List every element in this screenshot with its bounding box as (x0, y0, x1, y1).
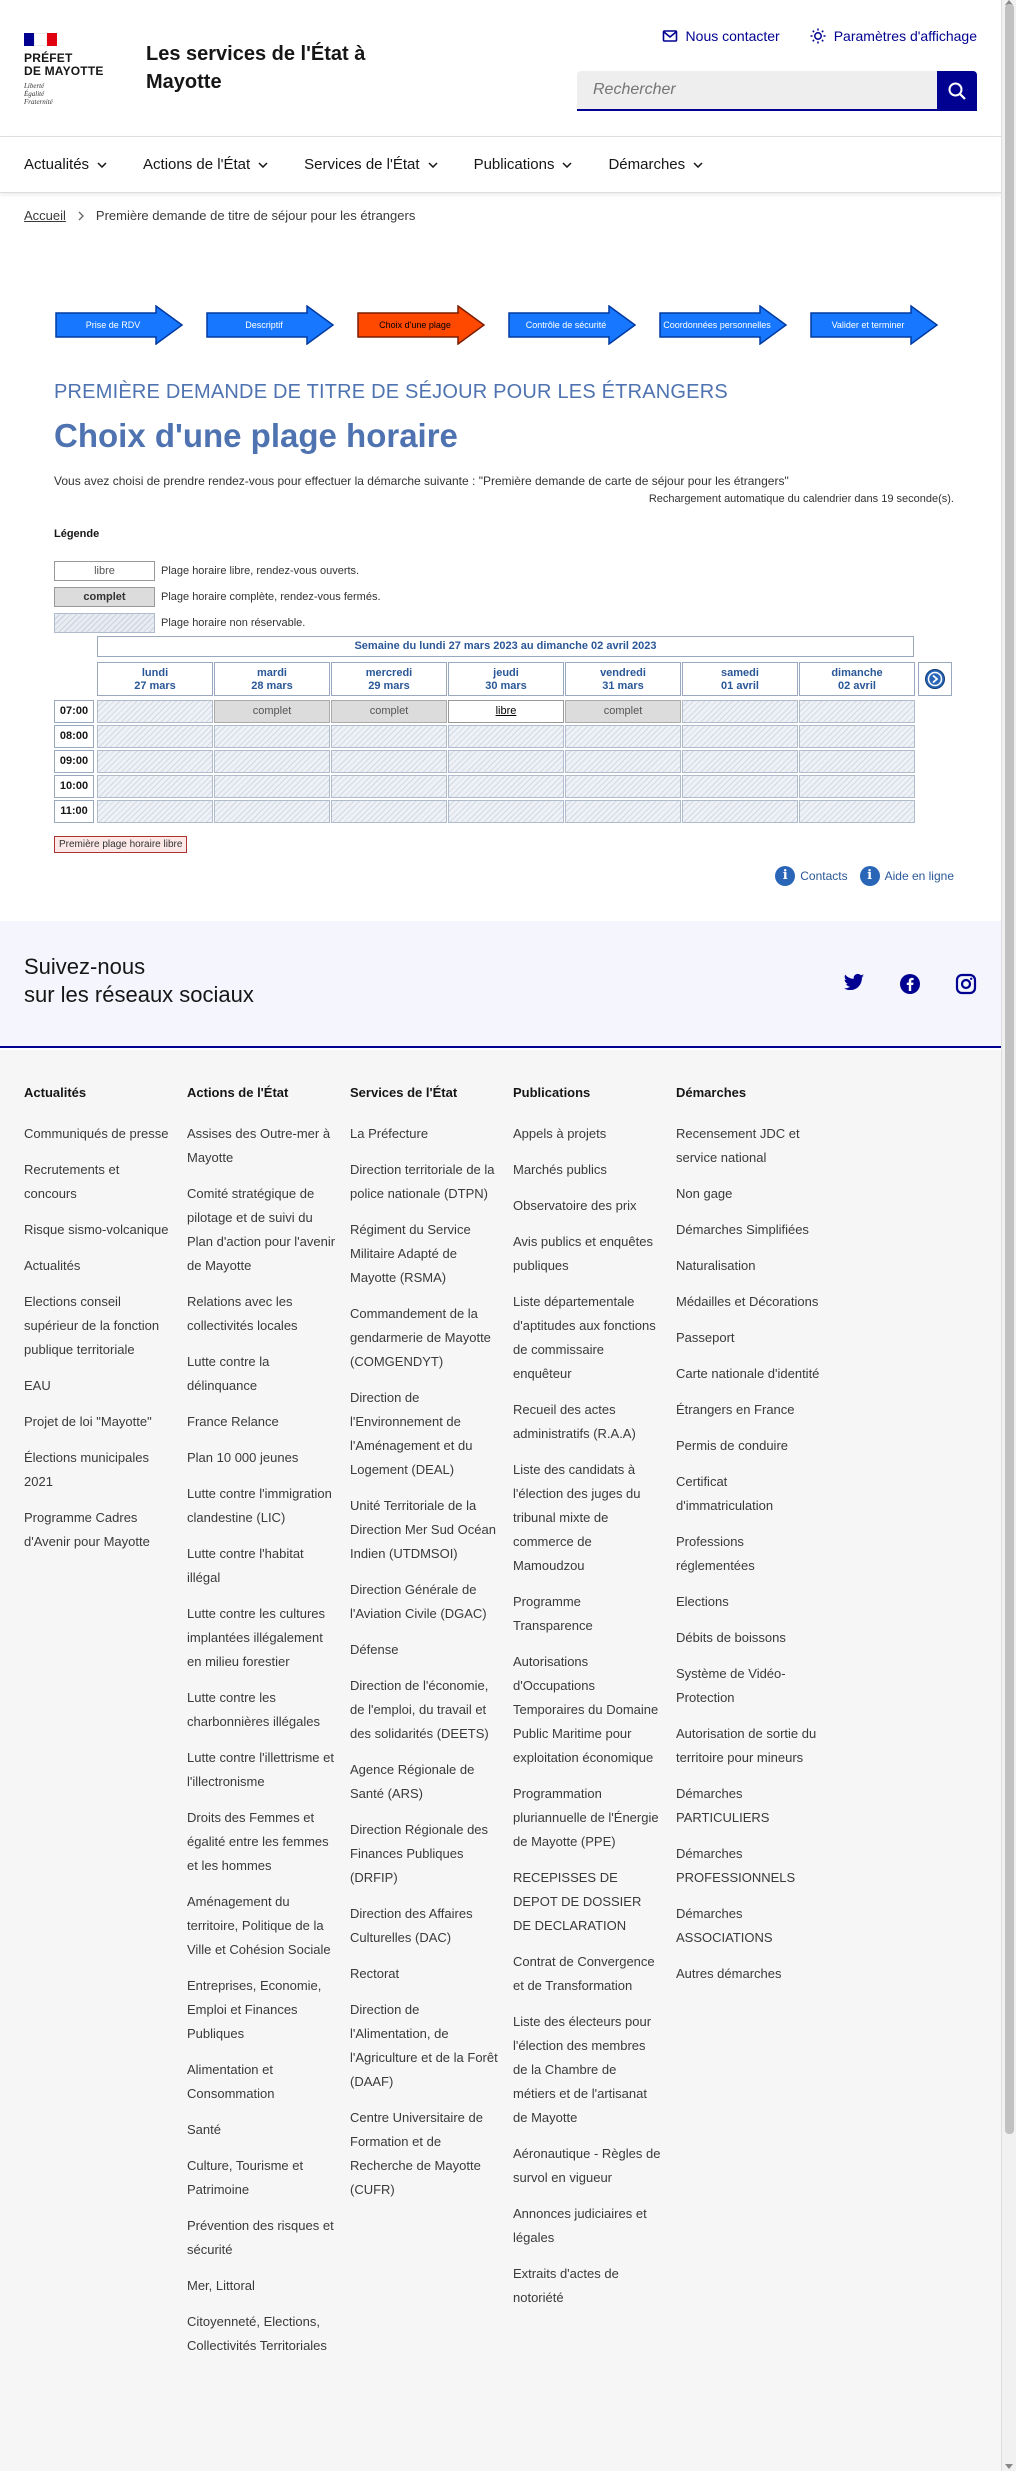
footer-link[interactable]: Droits des Femmes et égalité entre les femmes et les hommes (187, 1810, 329, 1873)
hour-row (54, 775, 915, 798)
search-icon (947, 81, 967, 101)
search-bar (577, 71, 977, 111)
footer-link-list (676, 1122, 839, 1986)
footer-column (513, 1085, 676, 2370)
footer-columns (24, 1085, 839, 2370)
footer-column (350, 1085, 513, 2370)
footer-column-title: Actions de l'État (187, 1085, 289, 1100)
page-scrollbar[interactable] (1001, 0, 1016, 2471)
site-header (0, 0, 1001, 136)
legend-box-complet: complet (54, 587, 155, 607)
hour-row (54, 725, 915, 748)
motto: Liberté Égalité Fraternité (24, 82, 53, 106)
footer-column-title: Actualités (24, 1085, 87, 1100)
time-slot-unavailable (799, 725, 915, 748)
nav-publications[interactable]: Publications (474, 137, 573, 192)
footer-link[interactable]: Direction Générale de l'Aviation Civile (DGAC) (350, 1582, 487, 1621)
hour-row (54, 750, 915, 773)
footer-link[interactable]: Appels à projets (513, 1126, 607, 1141)
footer-link[interactable]: Projet de loi "Mayotte" (24, 1414, 152, 1429)
time-slot-unavailable (682, 700, 798, 723)
time-slot-unavailable (682, 750, 798, 773)
legend-box-libre: libre (54, 561, 155, 581)
social-icons (843, 973, 977, 995)
footer-link[interactable]: Démarches PROFESSIONNELS (676, 1846, 796, 1885)
time-slot-unavailable (97, 800, 213, 823)
footer-link[interactable]: Recrutements et concours (24, 1162, 120, 1201)
footer-link[interactable]: Alimentation et Consommation (187, 2062, 275, 2101)
nav-actualites[interactable]: Actualités (24, 137, 107, 192)
footer-link[interactable]: Risque sismo-volcanique (24, 1222, 169, 1237)
time-slot-unavailable (799, 775, 915, 798)
scrollbar-thumb[interactable] (1005, 4, 1014, 2134)
time-slot-unavailable (331, 725, 447, 748)
social-section (0, 921, 1001, 1048)
footer-link[interactable]: Autorisations d'Occupations Temporaires du Domaine Public Maritime pour exploitation économique (513, 1654, 659, 1765)
day-header: mercredi 29 mars (331, 662, 447, 696)
footer-link[interactable]: Direction de l'Alimentation, de l'Agriculture et de la Forêt (DAAF) (350, 2002, 498, 2089)
time-slot-unavailable (214, 750, 330, 773)
time-slot-unavailable (97, 750, 213, 773)
day-header: lundi 27 mars (97, 662, 213, 696)
footer-link[interactable]: Liste des électeurs pour l'élection des membres de la Chambre de métiers et de l'artisanat de Mayotte (513, 2014, 652, 2125)
footer-link[interactable]: Direction de l'Environnement de l'Aménagement et du Logement (DEAL) (350, 1390, 473, 1477)
hour-row (54, 800, 915, 823)
footer-link[interactable]: Elections conseil supérieur de la fonction publique territoriale (24, 1294, 160, 1357)
day-headers (97, 662, 915, 696)
search-input[interactable] (577, 71, 937, 111)
footer-link[interactable]: Autres démarches (676, 1966, 782, 1981)
footer-link[interactable]: Médailles et Décorations (676, 1294, 819, 1309)
footer (0, 1050, 1001, 2471)
footer-link[interactable]: RECEPISSES DE DEPOT DE DOSSIER DE DECLARATION (513, 1870, 642, 1933)
footer-link[interactable]: Passeport (676, 1330, 735, 1345)
step-prise-rdv: Prise de RDV (54, 305, 184, 345)
hour-label: 07:00 (54, 700, 94, 723)
footer-link[interactable]: Programme Cadres d'Avenir pour Mayotte (24, 1510, 150, 1549)
site-title[interactable]: Les services de l'État à Mayotte (146, 43, 366, 93)
footer-link[interactable]: Entreprises, Economie, Emploi et Finances Publiques (187, 1978, 322, 2041)
chevron-down-icon (693, 162, 703, 168)
footer-link[interactable]: Direction territoriale de la police nationale (DTPN) (350, 1162, 495, 1201)
main-nav (0, 136, 1001, 193)
time-grid (54, 700, 915, 825)
footer-link[interactable]: Autorisation de sortie du territoire pour mineurs (676, 1726, 817, 1765)
footer-link[interactable]: Débits de boissons (676, 1630, 786, 1645)
contact-link[interactable]: Nous contacter (662, 28, 780, 44)
legend-title: Légende (54, 528, 100, 540)
time-slot-complet: complet (565, 700, 681, 723)
day-header: dimanche 02 avril (799, 662, 915, 696)
footer-link[interactable]: Contrat de Convergence et de Transformation (513, 1954, 655, 1993)
procedure-title: PREMIÈRE DEMANDE DE TITRE DE SÉJOUR POUR LES ÉTRANGERS (54, 381, 728, 403)
time-slot-unavailable (565, 725, 681, 748)
footer-link[interactable]: La Préfecture (350, 1126, 429, 1141)
footer-link[interactable]: Santé (187, 2122, 221, 2137)
footer-link[interactable]: Recueil des actes administratifs (R.A.A) (513, 1402, 636, 1441)
time-slot-unavailable (799, 700, 915, 723)
footer-link[interactable]: Aménagement du territoire, Politique de la Ville et Cohésion Sociale (187, 1894, 331, 1957)
footer-link[interactable]: Carte nationale d'identité (676, 1366, 820, 1381)
legend-box-non-reservable (54, 613, 155, 633)
social-title: Suivez-nous sur les réseaux sociaux (24, 954, 254, 1007)
footer-link[interactable]: Culture, Tourisme et Patrimoine (187, 2158, 304, 2197)
footer-link-list (513, 1122, 676, 2310)
footer-link[interactable]: Lutte contre les cultures implantées illégalement en milieu forestier (187, 1606, 326, 1669)
hour-label: 10:00 (54, 775, 94, 798)
footer-link[interactable]: Rectorat (350, 1966, 400, 1981)
legend (54, 561, 381, 639)
footer-link[interactable]: Régiment du Service Militaire Adapté de Mayotte (RSMA) (350, 1222, 471, 1285)
time-slot-unavailable (799, 750, 915, 773)
footer-link[interactable]: Permis de conduire (676, 1438, 788, 1453)
footer-link[interactable]: France Relance (187, 1414, 279, 1429)
time-slot-unavailable (448, 800, 564, 823)
time-slot-unavailable (565, 775, 681, 798)
footer-link[interactable]: Citoyenneté, Elections, Collectivités Territoriales (187, 2314, 327, 2353)
footer-link[interactable]: Élections municipales 2021 (24, 1450, 150, 1489)
time-slot-unavailable (214, 775, 330, 798)
step-valider: Valider et terminer (809, 305, 939, 345)
next-week-button[interactable] (918, 662, 952, 696)
logo-line-1: PRÉFET (24, 51, 73, 65)
footer-link[interactable]: Centre Universitaire de Formation et de Recherche de Mayotte (CUFR) (350, 2110, 483, 2197)
footer-link[interactable]: Programme Transparence (513, 1594, 593, 1633)
scroll-down-arrow-icon[interactable] (1005, 2464, 1013, 2469)
time-slot-unavailable (97, 725, 213, 748)
breadcrumb (24, 208, 415, 223)
nav-demarches[interactable]: Démarches (608, 137, 703, 192)
time-slot-unavailable (214, 800, 330, 823)
prefet-logo[interactable] (24, 33, 124, 106)
hour-label: 11:00 (54, 800, 94, 823)
footer-link[interactable]: Recensement JDC et service national (676, 1126, 800, 1165)
step-coordonnees: Coordonnées personnelles (658, 305, 788, 345)
footer-link[interactable]: Mer, Littoral (187, 2278, 255, 2293)
chevron-down-icon (258, 162, 268, 168)
info-icon: i (860, 866, 880, 886)
page-title: Choix d'une plage horaire (54, 417, 458, 454)
time-slot-unavailable (97, 775, 213, 798)
time-slot-unavailable (799, 800, 915, 823)
footer-column-title: Publications (513, 1085, 591, 1100)
hour-label: 09:00 (54, 750, 94, 773)
instagram-icon[interactable] (955, 973, 977, 995)
footer-link[interactable]: Observatoire des prix (513, 1198, 637, 1213)
twitter-icon[interactable] (843, 973, 865, 993)
help-links (775, 866, 954, 886)
footer-link[interactable]: Démarches Simplifiées (676, 1222, 809, 1237)
search-button[interactable] (937, 71, 977, 111)
chevron-down-icon (97, 162, 107, 168)
marianne-flag-icon (24, 33, 57, 46)
footer-link[interactable]: Plan 10 000 jeunes (187, 1450, 299, 1465)
footer-link[interactable]: Certificat d'immatriculation (676, 1474, 774, 1513)
step-descriptif: Descriptif (205, 305, 335, 345)
footer-link[interactable]: Relations avec les collectivités locales (187, 1294, 298, 1333)
time-slot-unavailable (565, 750, 681, 773)
footer-link[interactable]: Liste des candidats à l'élection des juges du tribunal mixte de commerce de Mamoudzou (513, 1462, 641, 1573)
sun-icon (810, 28, 826, 44)
hour-label: 08:00 (54, 725, 94, 748)
facebook-icon[interactable] (899, 973, 921, 995)
contacts-link[interactable]: i Contacts (775, 866, 847, 886)
chevron-down-icon (562, 162, 572, 168)
footer-link[interactable]: Lutte contre l'illettrisme et l'illectronisme (187, 1750, 334, 1789)
footer-link-list (350, 1122, 513, 2202)
footer-link[interactable]: Elections (676, 1594, 729, 1609)
step-choix-plage: Choix d'une plage (356, 305, 486, 345)
footer-column-title: Services de l'État (350, 1085, 458, 1100)
footer-link[interactable]: Assises des Outre-mer à Mayotte (187, 1126, 331, 1165)
time-slot-complet: complet (214, 700, 330, 723)
time-slot-unavailable (97, 700, 213, 723)
header-tools (662, 28, 977, 44)
footer-link[interactable]: Direction Régionale des Finances Publiques (DRFIP) (350, 1822, 489, 1885)
footer-link[interactable]: Défense (350, 1642, 399, 1657)
time-slot-unavailable (682, 725, 798, 748)
day-header: mardi 28 mars (214, 662, 330, 696)
chevron-down-icon (428, 162, 438, 168)
display-settings-link[interactable]: Paramètres d'affichage (810, 28, 977, 44)
footer-link[interactable]: Lutte contre les charbonnières illégales (187, 1690, 320, 1729)
footer-link[interactable]: Système de Vidéo-Protection (676, 1666, 786, 1705)
logo-line-2: DE MAYOTTE (24, 64, 104, 78)
nav-actions-etat[interactable]: Actions de l'État (143, 137, 268, 192)
time-slot-complet: complet (331, 700, 447, 723)
week-label: Semaine du lundi 27 mars 2023 au dimanche 02 avril 2023 (97, 636, 914, 657)
footer-link[interactable]: Agence Régionale de Santé (ARS) (350, 1762, 475, 1801)
footer-link[interactable]: Démarches PARTICULIERS (676, 1786, 770, 1825)
reload-notice: Rechargement automatique du calendrier dans 19 seconde(s). (648, 493, 954, 505)
footer-link[interactable]: Lutte contre l'immigration clandestine (LIC) (187, 1486, 332, 1525)
footer-link[interactable]: Extraits d'actes de notoriété (513, 2266, 619, 2305)
time-slot-unavailable (448, 725, 564, 748)
legend-row-non-reservable: Plage horaire non réservable. (54, 613, 381, 633)
time-slot-unavailable (331, 775, 447, 798)
chevron-right-icon (78, 211, 84, 221)
footer-link[interactable]: Naturalisation (676, 1258, 756, 1273)
footer-link[interactable]: Lutte contre l'habitat illégal (187, 1546, 304, 1585)
time-slot-unavailable (565, 800, 681, 823)
time-slot-unavailable (331, 750, 447, 773)
info-icon: i (775, 866, 795, 886)
footer-column-title: Démarches (676, 1085, 747, 1100)
footer-column (24, 1085, 187, 2370)
footer-link[interactable]: Comité stratégique de pilotage et de suivi du Plan d'action pour l'avenir de Mayotte (187, 1186, 336, 1273)
hour-row (54, 700, 915, 723)
first-free-slot-button[interactable]: Première plage horaire libre (54, 836, 187, 853)
footer-link-list (187, 1122, 350, 2358)
footer-link[interactable]: Professions réglementées (676, 1534, 755, 1573)
footer-link[interactable]: Direction de l'économie, de l'emploi, du travail et des solidarités (DEETS) (350, 1678, 489, 1741)
day-header: samedi 01 avril (682, 662, 798, 696)
arrow-right-circle-icon (924, 668, 946, 690)
footer-column (676, 1085, 839, 2370)
time-slot-unavailable (682, 800, 798, 823)
footer-link[interactable]: Non gage (676, 1186, 733, 1201)
footer-link[interactable]: Prévention des risques et sécurité (187, 2218, 334, 2257)
breadcrumb-home-link[interactable]: Accueil (24, 208, 66, 223)
footer-link[interactable]: EAU (24, 1378, 51, 1393)
footer-link-list (24, 1122, 187, 1554)
footer-link[interactable]: Annonces judiciaires et légales (513, 2206, 647, 2245)
legend-row-libre: libre Plage horaire libre, rendez-vous ouverts. (54, 561, 381, 581)
time-slot-unavailable (331, 800, 447, 823)
nav-services-etat[interactable]: Services de l'État (304, 137, 437, 192)
footer-link[interactable]: Commandement de la gendarmerie de Mayotte (COMGENDYT) (350, 1306, 491, 1369)
footer-link[interactable]: Direction des Affaires Culturelles (DAC) (350, 1906, 473, 1945)
mail-icon (662, 29, 678, 43)
time-slot-libre[interactable]: libre (448, 700, 564, 723)
footer-link[interactable]: Communiqués de presse (24, 1126, 169, 1141)
progress-steps (54, 305, 939, 345)
day-header: vendredi 31 mars (565, 662, 681, 696)
footer-link[interactable]: Unité Territoriale de la Direction Mer Sud Océan Indien (UTDMSOI) (350, 1498, 496, 1561)
footer-link[interactable]: Liste départementale d'aptitudes aux fonctions de commissaire enquêteur (513, 1294, 656, 1381)
footer-link[interactable]: Lutte contre la délinquance (187, 1354, 270, 1393)
time-slot-unavailable (448, 750, 564, 773)
day-header: jeudi 30 mars (448, 662, 564, 696)
intro-text: Vous avez choisi de prendre rendez-vous pour effectuer la démarche suivante : "Première demande de carte de séjour pour les étrangers" (54, 474, 789, 488)
footer-link[interactable]: Programmation pluriannuelle de l'Énergie de Mayotte (PPE) (513, 1786, 659, 1849)
footer-column (187, 1085, 350, 2370)
online-help-link[interactable]: i Aide en ligne (860, 866, 954, 886)
step-controle-securite: Contrôle de sécurité (507, 305, 637, 345)
footer-link[interactable]: Actualités (24, 1258, 81, 1273)
footer-link[interactable]: Avis publics et enquêtes publiques (513, 1234, 653, 1273)
time-slot-unavailable (448, 775, 564, 798)
breadcrumb-current: Première demande de titre de séjour pour les étrangers (95, 208, 416, 223)
footer-link[interactable]: Démarches ASSOCIATIONS (676, 1906, 773, 1945)
time-slot-unavailable (682, 775, 798, 798)
footer-link[interactable]: Étrangers en France (676, 1402, 795, 1417)
footer-link[interactable]: Aéronautique - Règles de survol en vigueur (513, 2146, 661, 2185)
time-slot-unavailable (214, 725, 330, 748)
legend-row-complet: complet Plage horaire complète, rendez-vous fermés. (54, 587, 381, 607)
footer-link[interactable]: Marchés publics (513, 1162, 607, 1177)
